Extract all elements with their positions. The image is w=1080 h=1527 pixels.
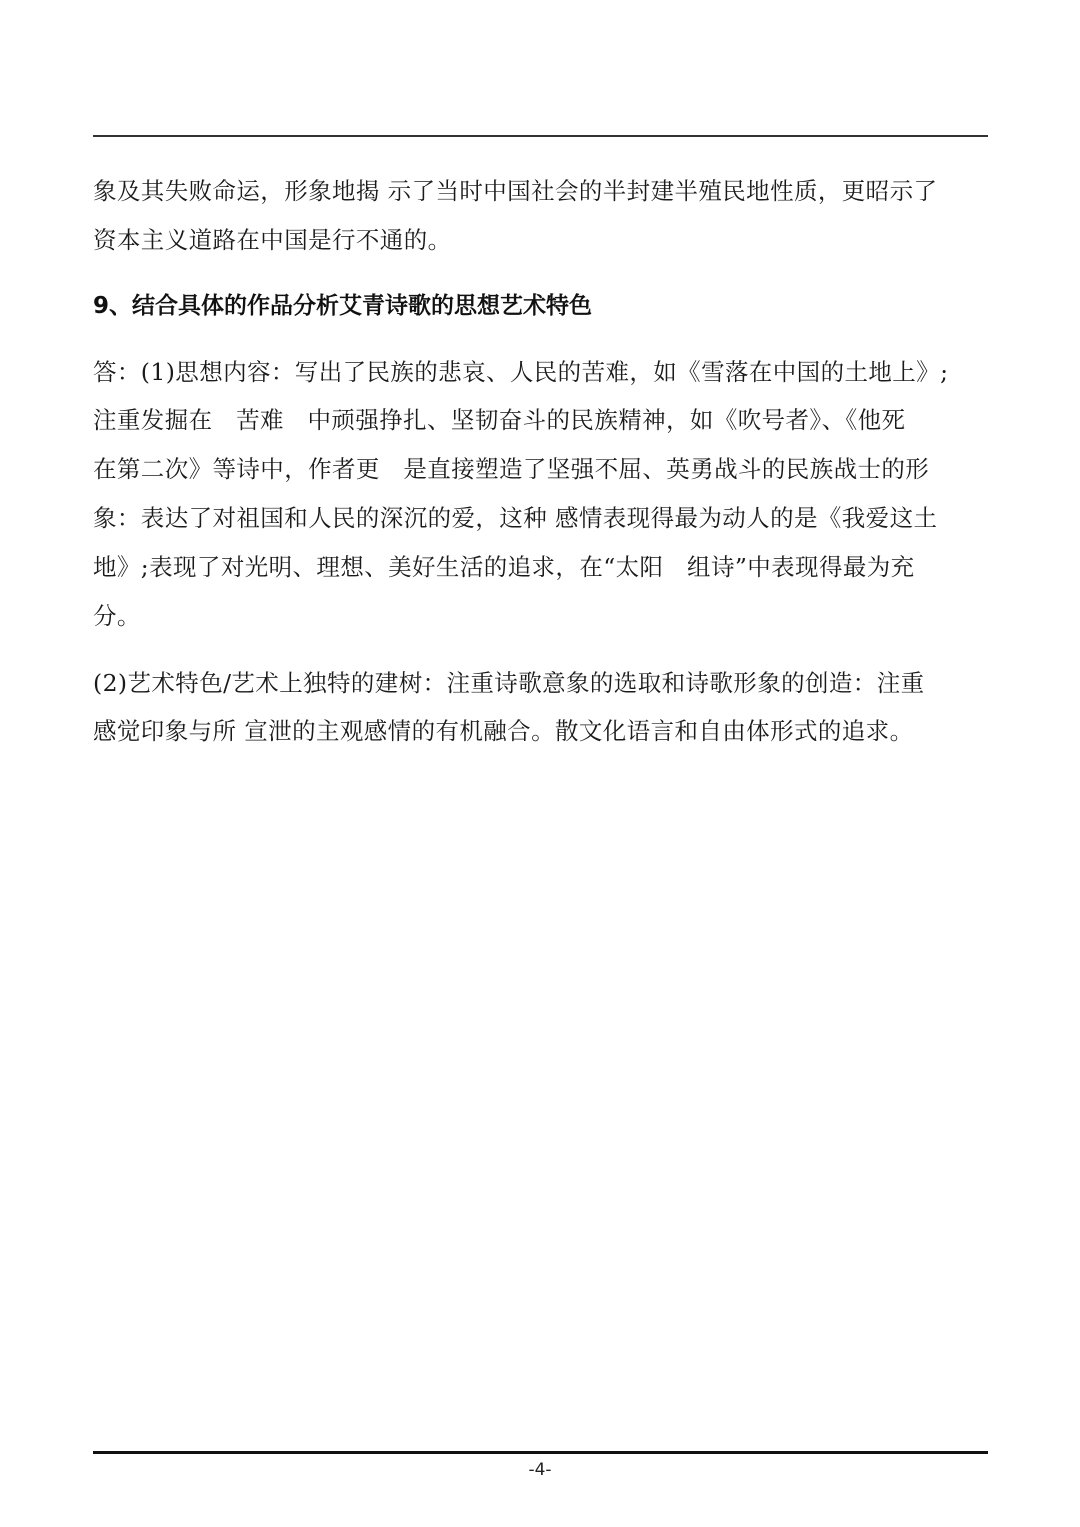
text-line: 象及其失败命运，形象地揭 示了当时中国社会的半封建半殖民地性质，更昭示了 [93, 177, 938, 205]
text-line: 地》;表现了对光明、理想、美好生活的追求，在“太阳 组诗”中表现得最为充 [93, 553, 915, 581]
page-number: -4- [528, 1460, 552, 1480]
text-line: 注重发掘在 苦难 中顽强挣扎、坚韧奋斗的民族精神，如《吹号者》、《他死 [93, 406, 906, 434]
text-line: 在第二次》等诗中，作者更 是直接塑造了坚强不屈、英勇战斗的民族战士的形 [93, 455, 930, 483]
text-line: 感觉印象与所 宣泄的主观感情的有机融合。散文化语言和自由体形式的追求。 [93, 717, 914, 745]
text-line: 资本主义道路在中国是行不通的。 [93, 226, 452, 254]
question-heading: 9、结合具体的作品分析艾青诗歌的思想艺术特色 [93, 293, 593, 319]
bottom-rule [93, 1451, 988, 1454]
top-rule [93, 135, 988, 137]
text-line: 象：表达了对祖国和人民的深沉的爱，这种 感情表现得最为动人的是《我爱这土 [93, 504, 938, 532]
text-line: 分。 [93, 602, 141, 630]
text-line: 答：(1)思想内容：写出了民族的悲哀、人民的苦难，如《雪落在中国的土地上》; [93, 358, 949, 386]
text-line: (2)艺术特色/艺术上独特的建树：注重诗歌意象的选取和诗歌形象的创造：注重 [93, 669, 925, 697]
